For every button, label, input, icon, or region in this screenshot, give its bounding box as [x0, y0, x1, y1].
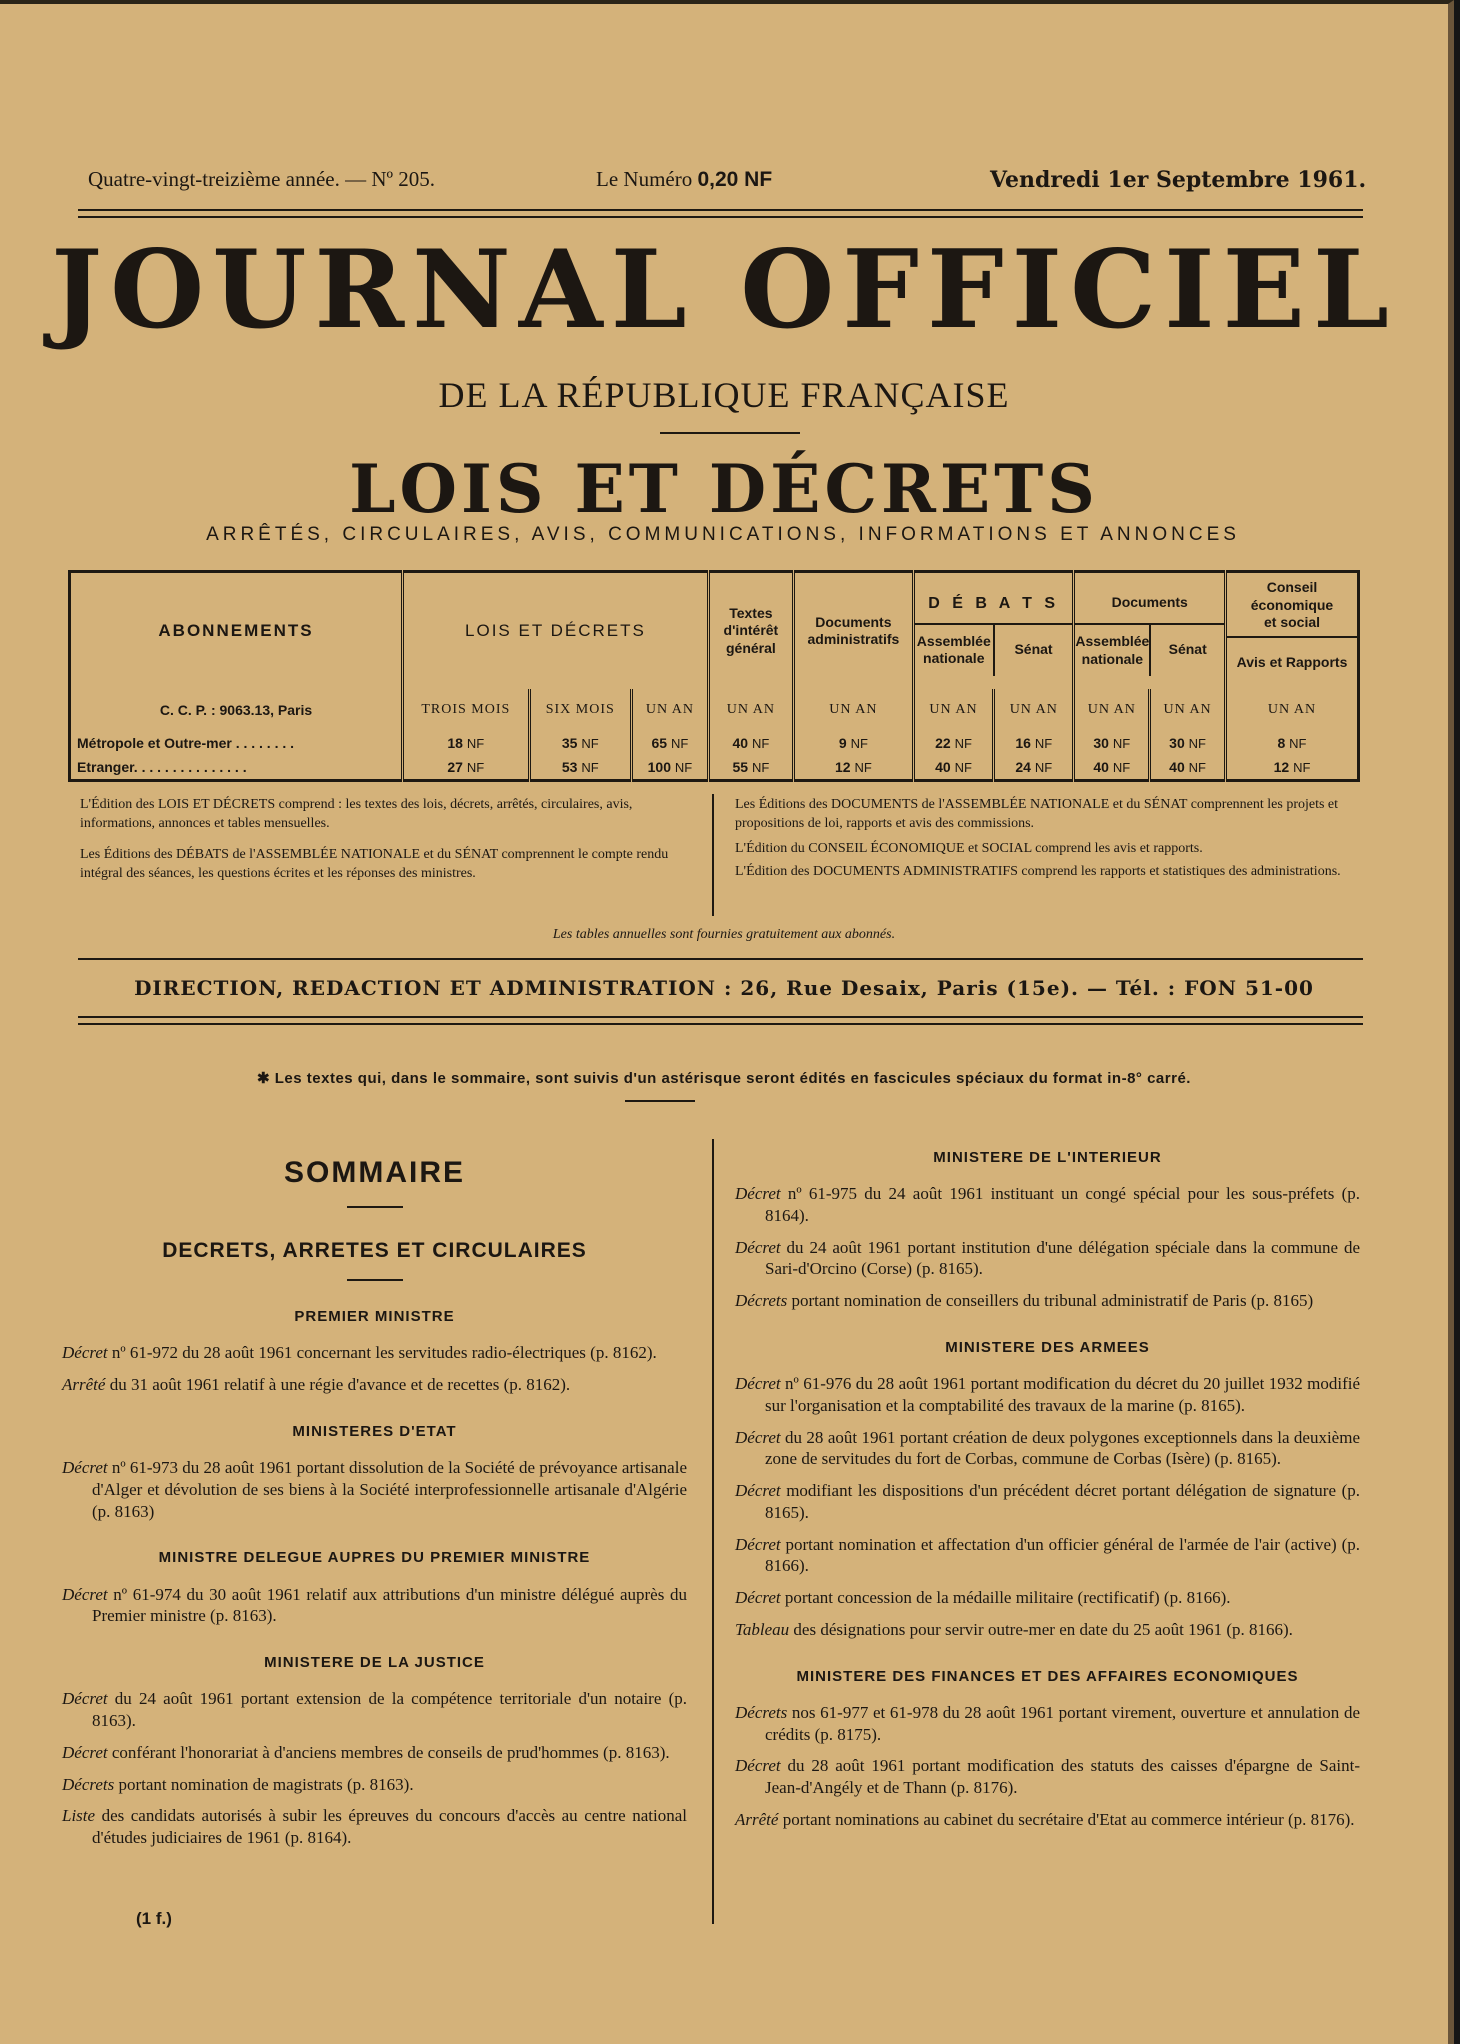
- left-ministries: [62, 1307, 687, 1849]
- sommaire-entry: [735, 1755, 1360, 1799]
- price-cell: 65 NF: [631, 731, 708, 756]
- tables-note: Les tables annuelles sont fournies gratuitement aux abonnés.: [552, 927, 896, 942]
- ministry-heading: PREMIER MINISTRE: [294, 1308, 455, 1326]
- documents-header: Documents Assemblée nationale Sénat: [1074, 572, 1226, 690]
- short-rule: [347, 1279, 403, 1281]
- debats-header: D É B A T S Assemblée nationale Sénat: [913, 572, 1074, 690]
- price: [596, 167, 772, 192]
- folio: (1 f.): [136, 1909, 172, 1928]
- entry-kind: Décret: [62, 1689, 108, 1709]
- row-label: Etranger. . . . . . . . . . . . . . .: [77, 759, 247, 776]
- info-paragraph: L'Édition du CONSEIL ÉCONOMIQUE et SOCIAL comprend les avis et rapports.: [735, 840, 1203, 856]
- sommaire-right-column: [735, 1144, 1360, 1841]
- conseil-header: Conseil économique et social Avis et Rapports: [1226, 572, 1359, 690]
- entry-kind: Tableau: [735, 1619, 790, 1639]
- subscription-table: [68, 570, 1360, 782]
- ministry-heading: MINISTERE DES ARMEES: [945, 1338, 1150, 1356]
- period-3: UN AN: [708, 689, 793, 730]
- editions-info-left: [80, 796, 700, 884]
- price-cell: 12 NF: [1226, 756, 1359, 781]
- price-cell: 30 NF: [1150, 731, 1226, 756]
- entry-text: nº 61-973 du 28 août 1961 portant dissolution de la Société de prévoyance artisanale d'Alger et dévolution de ses biens à la Société interprofessionnelle artisanale d'Algérie (p. 8163): [92, 1458, 687, 1521]
- sommaire-entry: [735, 1702, 1360, 1746]
- price-cell: 30 NF: [1074, 731, 1150, 756]
- direction-rule-top: [78, 958, 1363, 960]
- sommaire-entry: [62, 1688, 687, 1732]
- price-cell: 53 NF: [529, 756, 631, 781]
- short-rule: [660, 432, 800, 434]
- period-6: UN AN: [994, 689, 1074, 730]
- info-paragraph: L'Édition des DOCUMENTS ADMINISTRATIFS comprend les rapports et statistiques des administrations.: [735, 863, 1341, 879]
- period-5: UN AN: [913, 689, 993, 730]
- entry-text: nº 61-974 du 30 août 1961 relatif aux attributions d'un ministre délégué auprès du Premier ministre (p. 8163).: [92, 1584, 687, 1626]
- entry-text: nº 61-972 du 28 août 1961 concernant les servitudes radio-électriques (p. 8162).: [107, 1343, 657, 1363]
- ministry-heading: MINISTERE DE LA JUSTICE: [264, 1654, 485, 1672]
- entry-kind: Décret: [735, 1237, 781, 1257]
- entry-kind: Décret: [62, 1343, 108, 1363]
- sommaire-entry: [735, 1290, 1360, 1312]
- sommaire-entry: [62, 1774, 687, 1796]
- section-title: DECRETS, ARRETES ET CIRCULAIRES: [162, 1239, 587, 1263]
- year-issue: Quatre-vingt-treizième année. — Nº 205.: [88, 167, 436, 191]
- direction-address: DIRECTION, REDACTION ET ADMINISTRATION : 26, Rue Desaix, Paris (15e). — Tél. : FON 51-00: [134, 976, 1314, 1000]
- entry-kind: Décret: [62, 1584, 108, 1604]
- direction-rule-bottom: [78, 1016, 1363, 1025]
- entry-text: modifiant les dispositions d'un précédent décret portant délégation de signature (p. 8165).: [765, 1481, 1360, 1522]
- entry-kind: Décret: [735, 1588, 781, 1608]
- entry-kind: Décret: [62, 1742, 108, 1762]
- entry-text: du 28 août 1961 portant création de deux polygones exceptionnels dans la deuxième zone de servitudes du fort de Corbas, commune de Corbas (Isère) (p. 8165).: [765, 1427, 1360, 1469]
- sommaire-entry: [735, 1587, 1360, 1609]
- sommaire-entry: [735, 1480, 1360, 1524]
- price-row-metropole: [70, 731, 1359, 756]
- price-cell: 24 NF: [994, 756, 1074, 781]
- entry-text: nº 61-976 du 28 août 1961 portant modification du décret du 20 juillet 1932 modifié sur l'organisation et la comptabilité des travaux de la marine (p. 8165).: [765, 1374, 1360, 1415]
- entry-kind: Décret: [735, 1374, 781, 1394]
- ministry-heading: MINISTERES D'ETAT: [292, 1422, 457, 1440]
- price-cell: 27 NF: [403, 756, 530, 781]
- sommaire-entry: [735, 1619, 1360, 1641]
- abonnements-header: ABONNEMENTS: [158, 621, 314, 641]
- sommaire-entry: [62, 1584, 687, 1628]
- textes-header: Textes d'intérêt général: [708, 572, 793, 690]
- entry-text: portant nomination de magistrats (p. 8163).: [114, 1774, 414, 1794]
- short-rule: [347, 1206, 403, 1208]
- header-rule: [78, 209, 1363, 218]
- period-8: UN AN: [1150, 689, 1226, 730]
- entry-text: des candidats autorisés à subir les épreuves du concours d'accès au centre national d'études judiciaires de 1961 (p. 8164).: [92, 1806, 687, 1848]
- entry-text: portant nomination de conseillers du tribunal administratif de Paris (p. 8165): [787, 1291, 1314, 1311]
- info-divider: [712, 794, 714, 916]
- price-cell: 8 NF: [1226, 731, 1359, 756]
- info-paragraph: Les Éditions des DÉBATS de l'ASSEMBLÉE NATIONALE et du SÉNAT comprennent le compte rendu intégral des séances, les questions écrites et les réponses des ministres.: [80, 846, 669, 881]
- tagline: ARRÊTÉS, CIRCULAIRES, AVIS, COMMUNICATIONS, INFORMATIONS ET ANNONCES: [206, 524, 1240, 545]
- entry-text: portant concession de la médaille militaire (rectificatif) (p. 8166).: [780, 1588, 1231, 1608]
- entry-kind: Décret: [735, 1756, 781, 1776]
- sommaire-entry: [735, 1809, 1360, 1831]
- entry-kind: Décret: [735, 1427, 781, 1447]
- edition-title: LOIS ET DÉCRETS: [349, 450, 1099, 528]
- price-cell: 40 NF: [1074, 756, 1150, 781]
- sommaire-entry: [735, 1534, 1360, 1578]
- sommaire-left-column: [62, 1144, 687, 1859]
- price-value: 0,20 NF: [697, 168, 773, 191]
- entry-text: du 31 août 1961 relatif à une régie d'avance et de recettes (p. 8162).: [105, 1375, 571, 1395]
- price-cell: 16 NF: [994, 731, 1074, 756]
- entry-kind: Liste: [62, 1806, 96, 1826]
- sommaire-entry: [735, 1183, 1360, 1227]
- entry-kind: Décret: [735, 1481, 781, 1501]
- sommaire-entry: [62, 1342, 687, 1364]
- period-9: UN AN: [1226, 689, 1359, 730]
- price-cell: 40 NF: [913, 756, 993, 781]
- ccp: C. C. P. : 9063.13, Paris: [159, 701, 313, 718]
- ministry-heading: MINISTRE DELEGUE AUPRES DU PREMIER MINISTRE: [158, 1549, 591, 1567]
- price-label: Le Numéro: [596, 167, 693, 191]
- info-paragraph: L'Édition des LOIS ET DÉCRETS comprend : les textes des lois, décrets, arrêtés, circulaires, avis, informations, annonces et tables mensuelles.: [80, 797, 633, 831]
- price-cell: 18 NF: [403, 731, 530, 756]
- entry-text: du 28 août 1961 portant modification des statuts des caisses d'épargne de Saint-Jean-d'Angély et de Thann (p. 8176).: [765, 1756, 1360, 1798]
- price-cell: 9 NF: [793, 731, 913, 756]
- price-cell: 35 NF: [529, 731, 631, 756]
- entry-kind: Arrêté: [735, 1809, 779, 1829]
- price-cell: 55 NF: [708, 756, 793, 781]
- period-7: UN AN: [1074, 689, 1150, 730]
- entry-kind: Décret: [735, 1534, 781, 1554]
- sommaire-entry: [735, 1237, 1360, 1281]
- sommaire-entry: [62, 1374, 687, 1396]
- price-cell: 12 NF: [793, 756, 913, 781]
- entry-text: nº 61-975 du 24 août 1961 instituant un congé spécial pour les sous-préfets (p. 8164).: [765, 1184, 1360, 1225]
- entry-text: portant nomination et affectation d'un officier général de l'armée de l'air (active) (p. 8166).: [765, 1534, 1360, 1576]
- republic-subtitle: DE LA RÉPUBLIQUE FRANÇAISE: [438, 375, 1010, 415]
- entry-kind: Décrets: [735, 1291, 788, 1311]
- asterisk-note: ✱ Les textes qui, dans le sommaire, sont suivis d'un astérisque seront édités en fascicules spéciaux du format in-8° carré.: [257, 1070, 1191, 1087]
- entry-kind: Décrets: [735, 1702, 788, 1722]
- entry-text: conférant l'honorariat à d'anciens membres de conseils de prud'hommes (p. 8163).: [107, 1742, 670, 1762]
- sommaire-entry: [62, 1742, 687, 1764]
- sommaire-title: SOMMAIRE: [284, 1156, 465, 1189]
- price-cell: 100 NF: [631, 756, 708, 781]
- editions-info-right: [735, 796, 1360, 882]
- period-2: UN AN: [631, 689, 708, 730]
- journal-title: JOURNAL OFFICIEL: [51, 227, 1397, 353]
- issue-date: Vendredi 1er Septembre 1961.: [990, 167, 1367, 193]
- docs-admin-header: Documents administratifs: [793, 572, 913, 690]
- period-4: UN AN: [793, 689, 913, 730]
- entry-kind: Décret: [735, 1184, 781, 1204]
- price-row-etranger: [70, 756, 1359, 781]
- period-0: TROIS MOIS: [403, 689, 530, 730]
- entry-kind: Décret: [62, 1458, 108, 1478]
- entry-text: portant nominations au cabinet du secrétaire d'Etat au commerce intérieur (p. 8176).: [778, 1809, 1355, 1829]
- short-rule: [625, 1100, 695, 1102]
- sommaire-entry: [735, 1427, 1360, 1471]
- entry-text: du 24 août 1961 portant extension de la compétence territoriale d'un notaire (p. 8163).: [92, 1689, 687, 1731]
- entry-text: des désignations pour servir outre-mer en date du 25 août 1961 (p. 8166).: [789, 1619, 1293, 1639]
- entry-text: nos 61-977 et 61-978 du 28 août 1961 portant virement, ouverture et annulation de crédits (p. 8175).: [765, 1702, 1360, 1744]
- column-divider: [712, 1139, 714, 1924]
- right-ministries: [735, 1148, 1360, 1831]
- row-label: Métropole et Outre-mer . . . . . . . .: [77, 735, 295, 752]
- ministry-heading: MINISTERE DES FINANCES ET DES AFFAIRES ECONOMIQUES: [796, 1667, 1299, 1685]
- sommaire-entry: [62, 1805, 687, 1849]
- sommaire-entry: [62, 1457, 687, 1522]
- entry-kind: Arrêté: [62, 1375, 106, 1395]
- info-paragraph: Les Éditions des DOCUMENTS de l'ASSEMBLÉE NATIONALE et du SÉNAT comprennent les projets et propositions de loi, rapports et avis des commissions.: [735, 797, 1339, 831]
- lois-header: LOIS ET DÉCRETS: [403, 572, 709, 690]
- entry-kind: Décrets: [62, 1774, 115, 1794]
- price-cell: 40 NF: [1150, 756, 1226, 781]
- ministry-heading: MINISTERE DE L'INTERIEUR: [933, 1149, 1162, 1166]
- price-cell: 22 NF: [913, 731, 993, 756]
- sommaire-entry: [735, 1373, 1360, 1417]
- period-1: SIX MOIS: [529, 689, 631, 730]
- entry-text: du 24 août 1961 portant institution d'une délégation spéciale dans la commune de Sari-d'Orcino (Corse) (p. 8165).: [765, 1237, 1360, 1279]
- price-cell: 40 NF: [708, 731, 793, 756]
